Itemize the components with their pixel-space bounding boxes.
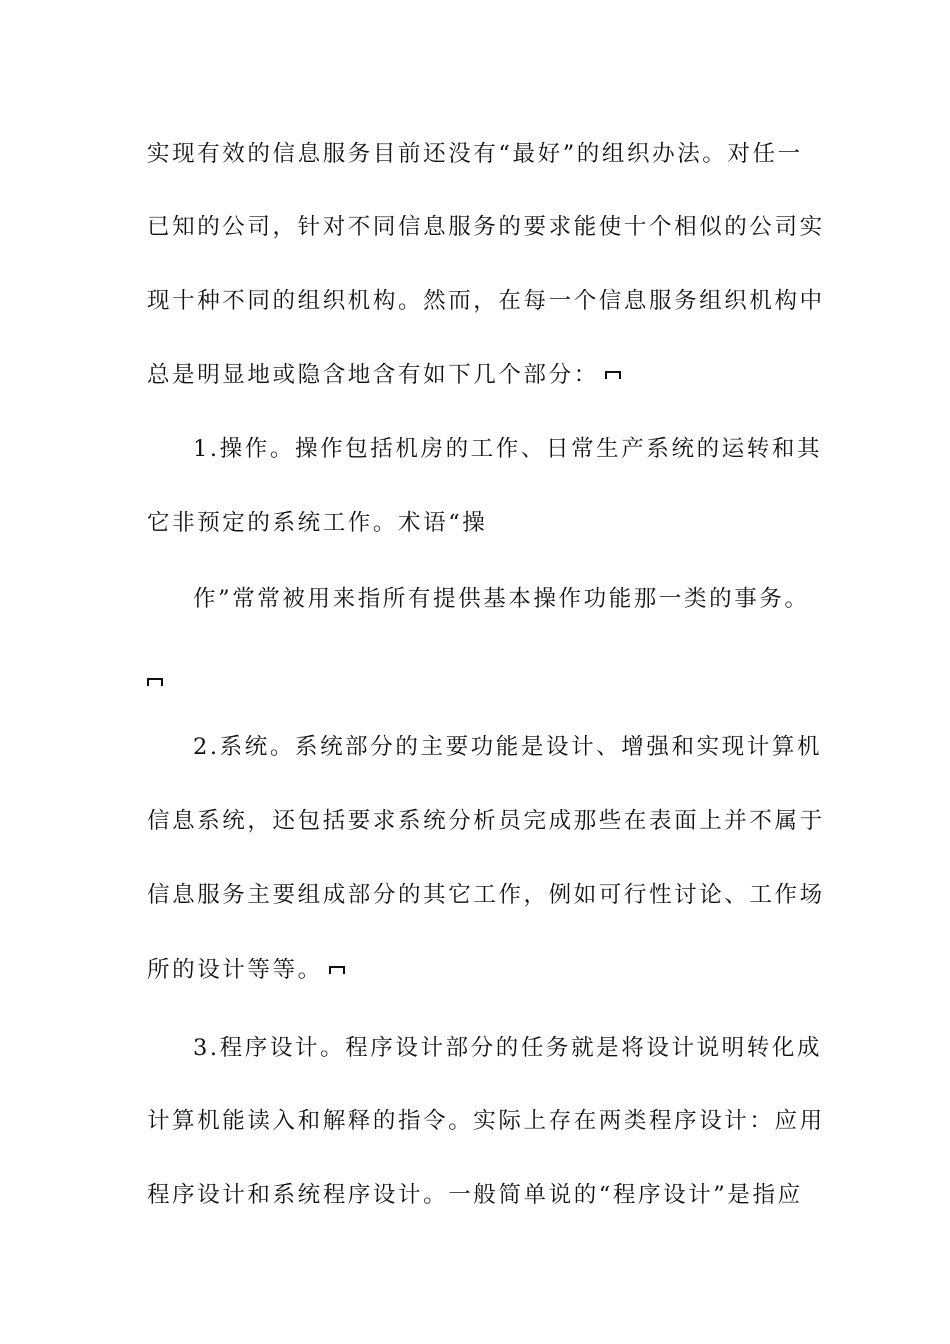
item-3-line-2: 计算机能读入和解释的指令。实际上存在两类程序设计：应用 (147, 1108, 825, 1134)
item-1-line-3: 作”常常被用来指所有提供基本操作功能那一类的事务。 (193, 586, 810, 612)
item-1-line-2: 它非预定的系统工作。术语“操 (147, 510, 488, 536)
item-2-line-3: 信息服务主要组成部分的其它工作，例如可行性讨论、工作场 (147, 882, 825, 908)
paragraph-mark-icon (605, 371, 623, 381)
paragraph-line-1: 实现有效的信息服务目前还没有“最好”的组织办法。对任一 (147, 141, 803, 167)
paragraph-line-2: 已知的公司，针对不同信息服务的要求能使十个相似的公司实 (147, 214, 825, 240)
item-2-line-2: 信息系统，还包括要求系统分析员完成那些在表面上并不属于 (147, 808, 825, 834)
item-2-line-4-text: 所的设计等等。 (147, 957, 323, 983)
paragraph-line-4 (147, 360, 827, 390)
item-3-line-3: 程序设计和系统程序设计。一般简单说的“程序设计”是指应 (147, 1182, 803, 1208)
paragraph-mark-icon (329, 966, 347, 976)
item-1-line-1: 1.操作。操作包括机房的工作、日常生产系统的运转和其 (193, 436, 823, 462)
item-2-line-4 (147, 955, 827, 985)
item-2-line-1: 2.系统。系统部分的主要功能是设计、增强和实现计算机 (193, 734, 823, 760)
item-3-line-1: 3.程序设计。程序设计部分的任务就是将设计说明转化成 (193, 1035, 823, 1061)
paragraph-mark-icon (147, 678, 165, 688)
paragraph-line-4-text: 总是明显地或隐含地含有如下几个部分： (147, 362, 599, 388)
paragraph-line-3: 现十种不同的组织机构。然而，在每一个信息服务组织机构中 (147, 288, 825, 314)
